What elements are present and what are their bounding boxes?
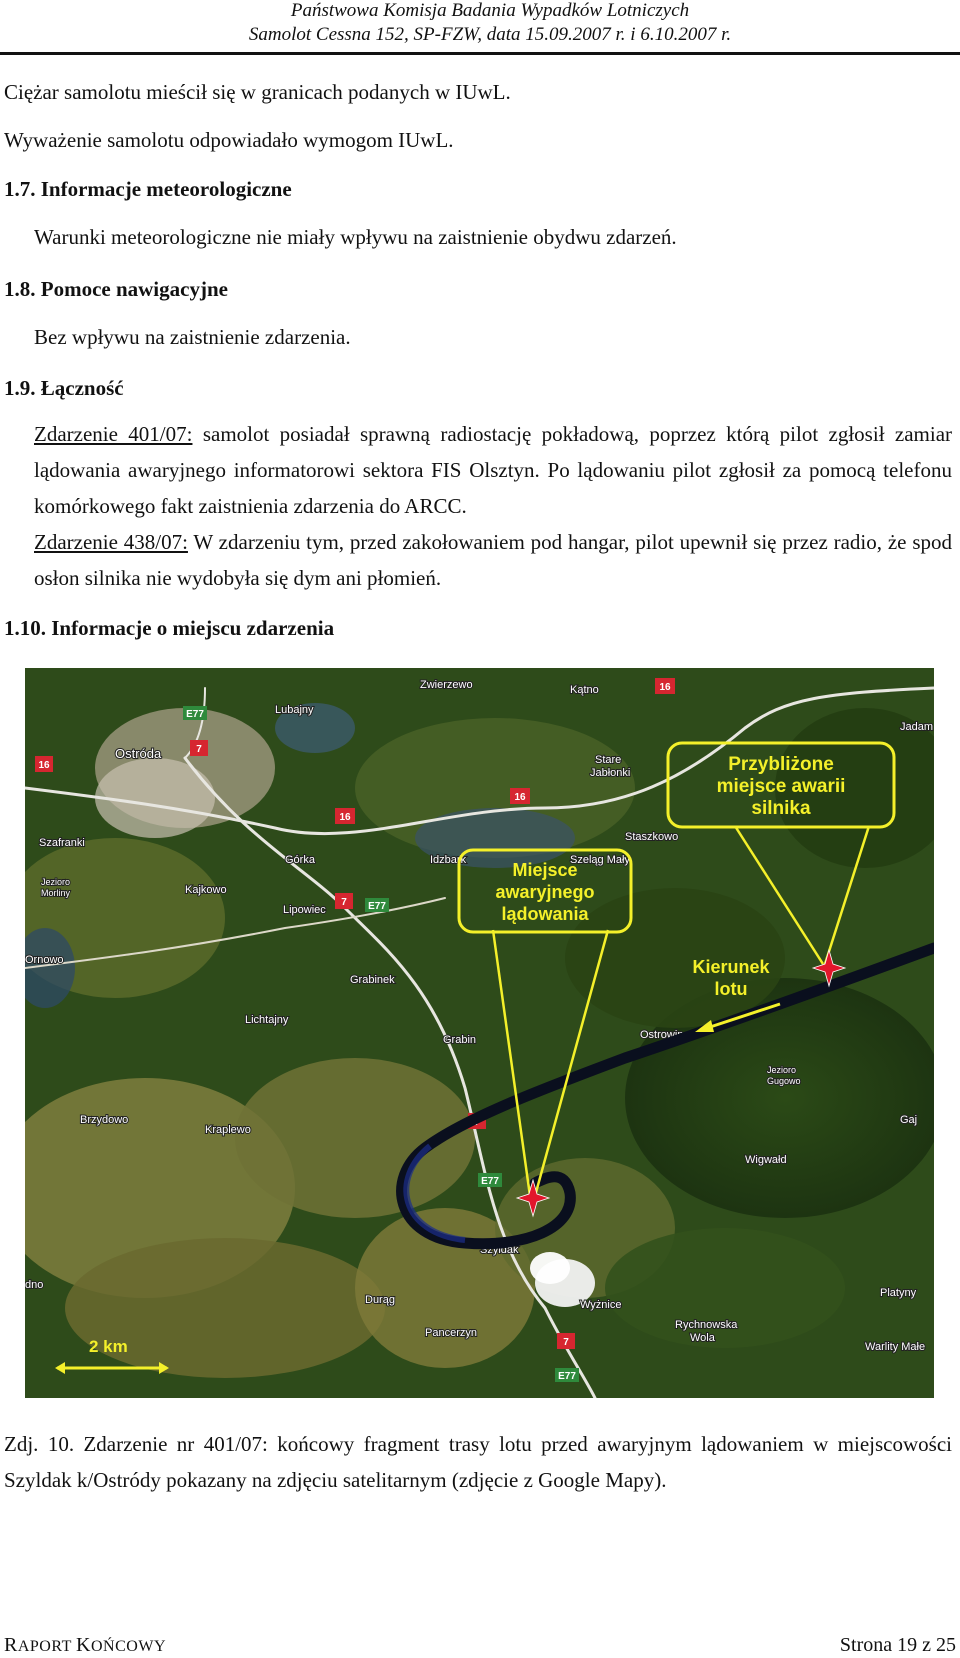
satellite-map [25,668,934,1398]
event-438-paragraph [34,524,952,596]
section-1-8-text: Bez wpływu na zaistnienie zdarzenia. [34,325,351,349]
place-dno: dno [25,1279,44,1291]
place-staszkowo: Staszkowo [625,831,679,843]
place-jadam: Jadam [900,721,934,733]
place-zwierzewo: Zwierzewo [420,679,473,691]
place-kajkowo: Kajkowo [185,884,227,896]
callout-engine-line-1: Przybliżone [728,754,834,775]
place-wola: Wola [690,1332,715,1344]
place-jezioro-morliny-1: Jezioro [41,877,71,887]
page-number: Strona 19 z 25 [839,1634,956,1656]
place-katno: Kątno [570,684,599,696]
balance-paragraph: Wyważenie samolotu odpowiadało wymogom IUwL. [4,128,454,152]
place-jezioro-morliny-2: Morliny [41,888,71,898]
place-lichtajny: Lichtajny [245,1014,289,1026]
event-401-text: samolot posiadał sprawną radiostację pokładową, poprzez którą pilot zgłosił zamiar lądowania awaryjnego informatorowi sektora FIS Olsztyn. Po lądowaniu pilot zgłosił za pomocą telefonu komórkowego fakt zaistnienia zdarzenia do ARCC. [34,422,953,518]
road-7-label-4: 7 [563,1337,569,1348]
weight-paragraph: Ciężar samolotu mieścił się w granicach podanych w IUwL. [4,80,511,104]
section-1-7-text: Warunki meteorologiczne nie miały wpływu na zaistnienie obydwu zdarzeń. [34,225,677,249]
place-szyldak: Szyldak [480,1244,519,1256]
direction-line-2: lotu [714,979,748,999]
scale-label: 2 km [89,1337,128,1356]
callout-landing-line-2: awaryjnego [495,882,595,902]
callout-landing-line-1: Miejsce [512,860,578,880]
road-16-label-2: 16 [514,792,526,803]
place-stare: Stare [595,754,622,766]
footer-r: R [4,1634,18,1656]
road-e77-label-3: E77 [481,1176,499,1187]
event-401-label: Zdarzenie 401/07: [34,422,193,446]
section-1-10-title: 1.10. Informacje o miejscu zdarzenia [4,616,335,640]
event-438-label: Zdarzenie 438/07: [34,530,188,554]
place-gorka: Górka [285,854,315,866]
place-pancerzyn: Pancerzyn [425,1327,477,1339]
place-lubajny: Lubajny [275,704,314,716]
footer-oncowy: OŃCOWY [91,1638,166,1655]
place-jablonki: Jabłonki [590,767,631,779]
event-438-text: W zdarzeniu tym, przed zakołowaniem pod hangar, pilot upewnił się przez radio, że spod osłon silnika nie wydobyła się dym ani płomień. [34,530,952,590]
road-7-label-3: 7 [474,1117,480,1128]
section-1-9-title: 1.9. Łączność [4,376,124,400]
place-jezioro-gugowo-1: Jezioro [767,1065,797,1075]
place-durag: Durąg [365,1294,395,1306]
place-szelag: Szeląg Mały [570,854,630,866]
place-grabinek: Grabinek [350,974,395,986]
footer-report-label [4,1634,166,1657]
place-kraplewo: Kraplewo [205,1124,251,1136]
place-ostrowin: Ostrowin [640,1029,684,1041]
event-401-paragraph [34,416,952,524]
footer-aport: APORT [17,1638,77,1655]
road-e77-label-2: E77 [368,901,386,912]
place-rychnowska: Rychnowska [675,1319,738,1331]
road-16-label: 16 [339,812,351,823]
place-ostroda: Ostróda [115,746,162,761]
road-7-label: 7 [196,744,202,755]
figure-caption: Zdj. 10. Zdarzenie nr 401/07: końcowy fragment trasy lotu przed awaryjnym lądowaniem w miejscowości Szyldak k/Ostródy pokazany na zdjęciu satelitarnym (zdjęcie z Google Mapy). [4,1432,952,1492]
road-e77-label: E77 [186,709,204,720]
road-7-label-2: 7 [341,897,347,908]
section-1-8-title: 1.8. Pomoce nawigacyjne [4,277,228,301]
place-brzydowo: Brzydowo [80,1114,129,1126]
footer-k: K [76,1634,91,1656]
place-platyny: Platyny [880,1287,917,1299]
callout-engine-line-3: silnika [751,798,811,819]
page-header [0,0,960,55]
callout-engine-line-2: miejsce awarii [716,776,846,797]
place-warlity: Warlity Małe [865,1341,926,1353]
road-e77-label-4: E77 [558,1371,576,1382]
place-ornowo: Ornowo [25,954,64,966]
place-wigwald: Wigwałd [745,1154,787,1166]
header-case: Samolot Cessna 152, SP-FZW, data 15.09.2007 r. i 6.10.2007 r. [248,24,732,45]
place-gaj: Gaj [900,1114,918,1126]
place-szafranki: Szafranki [39,837,85,849]
road-16-label-3: 16 [659,682,671,693]
callout-landing-line-3: lądowania [501,904,589,924]
direction-line-1: Kierunek [692,957,770,977]
road-16-label-west: 16 [38,760,50,771]
place-idzbark: Idzbark [430,854,467,866]
place-lipowiec: Lipowiec [283,904,326,916]
section-1-7-title: 1.7. Informacje meteorologiczne [4,177,292,201]
place-jezioro-gugowo-2: Gugowo [767,1076,801,1086]
place-grabin: Grabin [443,1034,477,1046]
header-org: Państwowa Komisja Badania Wypadków Lotniczych [290,0,690,21]
place-wyznice: Wyżnice [580,1299,622,1311]
